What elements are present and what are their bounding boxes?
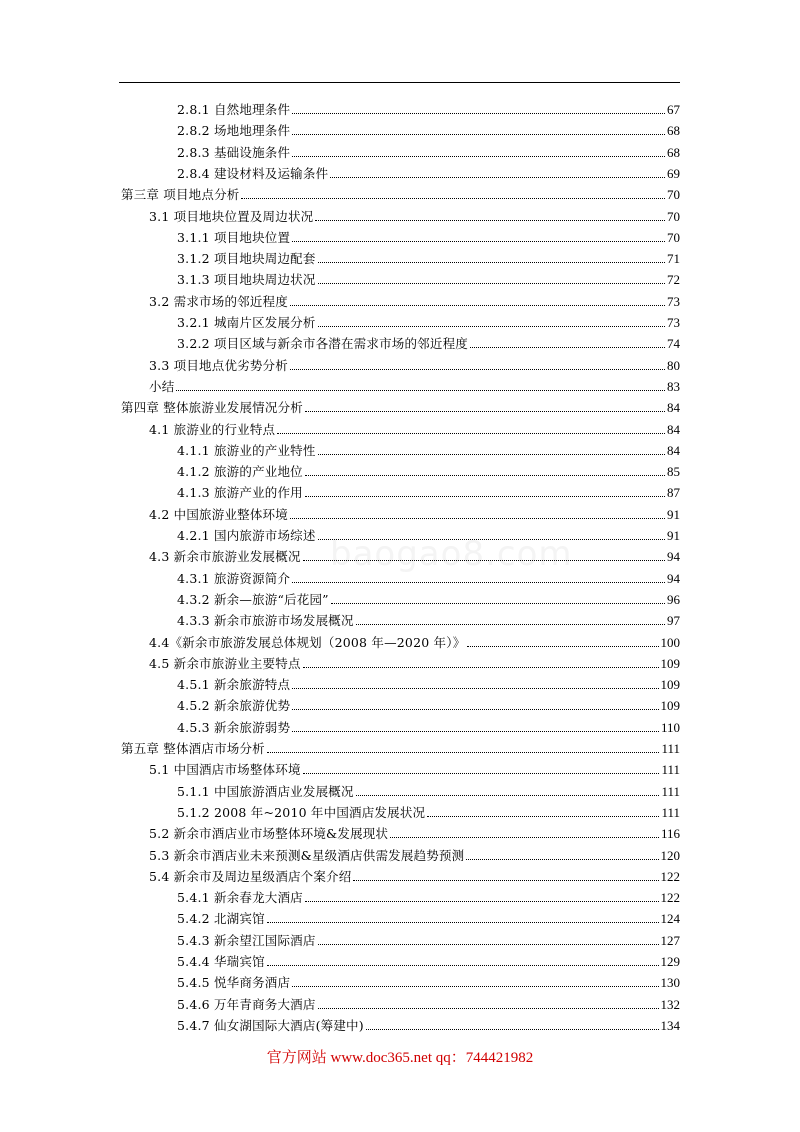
toc-entry[interactable] xyxy=(177,141,680,161)
toc-page-number: 111 xyxy=(661,762,680,778)
dot-leader xyxy=(290,518,665,519)
toc-page-number: 109 xyxy=(660,698,680,714)
toc-entry[interactable] xyxy=(121,183,680,203)
toc-entry-title: 2.8.2 场地地理条件 xyxy=(177,123,291,139)
dot-leader xyxy=(303,773,660,774)
toc-entry[interactable] xyxy=(177,119,680,139)
toc-entry[interactable] xyxy=(177,268,680,288)
dot-leader xyxy=(292,731,659,732)
toc-entry-title: 5.1 中国酒店市场整体环境 xyxy=(149,762,301,778)
dot-leader xyxy=(318,454,665,455)
toc-page-number: 84 xyxy=(667,442,680,458)
dot-leader xyxy=(318,1008,659,1009)
toc-entry-title: 4.1.2 旅游的产业地位 xyxy=(177,464,303,480)
toc-entry-title: 4.5.2 新余旅游优势 xyxy=(177,698,291,714)
dot-leader xyxy=(290,369,665,370)
dot-leader xyxy=(277,433,665,434)
toc-page-number: 83 xyxy=(667,378,680,394)
dot-leader xyxy=(305,411,665,412)
toc-page-number: 68 xyxy=(667,144,680,160)
dot-leader xyxy=(267,965,659,966)
dot-leader xyxy=(176,390,665,391)
toc-entry-title: 5.4.2 北湖宾馆 xyxy=(177,911,265,927)
dot-leader xyxy=(305,496,665,497)
toc-page-number: 70 xyxy=(667,229,680,245)
toc-entry[interactable] xyxy=(177,247,680,267)
toc-entry[interactable] xyxy=(177,971,680,991)
toc-entry[interactable] xyxy=(149,418,680,438)
toc-entry-title: 4.1 旅游业的行业特点 xyxy=(149,421,276,437)
toc-page-number: 116 xyxy=(660,826,680,842)
toc-entry-title: 2.8.3 基础设施条件 xyxy=(177,144,291,160)
header-rule xyxy=(119,82,680,83)
toc-page-number: 74 xyxy=(667,336,680,352)
toc-page-number: 73 xyxy=(667,293,680,309)
toc-page-number: 127 xyxy=(660,932,680,948)
toc-entry[interactable] xyxy=(177,716,680,736)
toc-page-number: 72 xyxy=(667,272,680,288)
dot-leader xyxy=(315,220,665,221)
toc-entry-title: 4.2 中国旅游业整体环境 xyxy=(149,506,288,522)
toc-entry[interactable] xyxy=(177,460,680,480)
toc-entry[interactable] xyxy=(177,162,680,182)
toc-page-number: 67 xyxy=(667,102,680,117)
toc-entry-title: 5.4 新余市及周边星级酒店个案介绍 xyxy=(149,868,352,884)
toc-entry[interactable] xyxy=(149,290,680,310)
toc-entry-title: 4.5.3 新余旅游弱势 xyxy=(177,719,291,735)
dot-leader xyxy=(318,944,659,945)
toc-entry[interactable] xyxy=(177,801,680,821)
toc-entry-title: 4.3.3 新余市旅游市场发展概况 xyxy=(177,613,354,629)
dot-leader xyxy=(318,262,665,263)
toc-page-number: 129 xyxy=(660,954,680,969)
toc-entry[interactable] xyxy=(177,694,680,714)
toc-entry-title: 3.3 项目地点优劣势分析 xyxy=(149,357,288,373)
toc-entry-title: 4.1.1 旅游业的产业特性 xyxy=(177,442,316,458)
toc-entry-title: 3.1.1 项目地块位置 xyxy=(177,229,291,245)
toc-entry-title: 4.4《新余市旅游发展总体规划（2008 年—2020 年）》 xyxy=(149,634,466,650)
toc-page-number: 70 xyxy=(667,187,680,203)
toc-page-number: 110 xyxy=(660,719,680,735)
dot-leader xyxy=(305,475,665,476)
toc-entry[interactable] xyxy=(177,226,680,246)
dot-leader xyxy=(292,156,665,157)
toc-page-number: 109 xyxy=(660,655,680,671)
toc-entry-title: 3.1.2 项目地块周边配套 xyxy=(177,251,316,267)
toc-entry-title: 4.3 新余市旅游业发展概况 xyxy=(149,549,301,565)
toc-page-number: 134 xyxy=(660,1017,680,1033)
toc-entry[interactable] xyxy=(177,98,680,118)
toc-page-number: 84 xyxy=(667,400,680,416)
toc-entry[interactable] xyxy=(149,844,680,864)
toc-entry[interactable] xyxy=(121,737,680,757)
toc-entry[interactable] xyxy=(149,631,680,651)
dot-leader xyxy=(366,1029,659,1030)
toc-entry[interactable] xyxy=(177,588,680,608)
dot-leader xyxy=(267,922,659,923)
toc-page-number: 111 xyxy=(661,783,680,799)
toc-entry-title: 2.8.4 建设材料及运输条件 xyxy=(177,165,329,181)
toc-entry[interactable] xyxy=(177,929,680,949)
toc-entry-title: 4.3.1 旅游资源简介 xyxy=(177,570,291,586)
dot-leader xyxy=(267,752,660,753)
toc-entry-title: 4.5 新余市旅游业主要特点 xyxy=(149,655,301,671)
toc-entry[interactable] xyxy=(177,950,680,970)
dot-leader xyxy=(290,305,665,306)
toc-entry[interactable] xyxy=(177,609,680,629)
dot-leader xyxy=(292,113,665,114)
toc-page-number: 94 xyxy=(667,570,680,586)
toc-page-number: 124 xyxy=(660,911,680,927)
watermark-text: baogao8.com xyxy=(330,534,573,574)
toc-entry[interactable] xyxy=(177,993,680,1013)
toc-entry-title: 3.1 项目地块位置及周边状况 xyxy=(149,208,314,224)
toc-entry[interactable] xyxy=(149,503,680,523)
toc-entry[interactable] xyxy=(149,354,680,374)
toc-page-number: 91 xyxy=(667,506,680,522)
toc-entry[interactable] xyxy=(177,907,680,927)
toc-page-number: 85 xyxy=(667,464,680,480)
dot-leader xyxy=(303,667,659,668)
toc-entry-title: 第五章 整体酒店市场分析 xyxy=(121,741,265,756)
dot-leader xyxy=(467,646,658,647)
toc-entry[interactable] xyxy=(149,758,680,778)
toc-page-number: 132 xyxy=(660,996,680,1012)
dot-leader xyxy=(330,177,665,178)
dot-leader xyxy=(390,837,659,838)
dot-leader xyxy=(241,198,665,199)
toc-entry[interactable] xyxy=(177,780,680,800)
toc-page-number: 97 xyxy=(667,613,680,629)
toc-page-number: 80 xyxy=(667,357,680,373)
toc-entry-title: 4.5.1 新余旅游特点 xyxy=(177,677,291,693)
toc-page-number: 100 xyxy=(660,634,680,650)
toc-entry[interactable] xyxy=(121,396,680,416)
toc-page-number: 96 xyxy=(667,591,680,607)
toc-entry-title: 小结 xyxy=(149,378,175,394)
dot-leader xyxy=(470,347,665,348)
dot-leader xyxy=(331,603,665,604)
toc-entry-title: 3.1.3 项目地块周边状况 xyxy=(177,272,316,288)
toc-page-number: 73 xyxy=(667,315,680,330)
toc-page-number: 130 xyxy=(660,975,680,991)
toc-entry-title: 5.4.4 华瑞宾馆 xyxy=(177,954,265,969)
toc-entry[interactable] xyxy=(149,865,680,885)
dot-leader xyxy=(356,795,660,796)
toc-page-number: 71 xyxy=(667,251,680,267)
dot-leader xyxy=(353,880,658,881)
footer-contact: 官方网站 www.doc365.net qq：744421982 xyxy=(266,1050,534,1066)
dot-leader xyxy=(292,134,665,135)
toc-page-number: 94 xyxy=(667,549,680,565)
toc-entry-title: 4.3.2 新余—旅游“后花园” xyxy=(177,591,329,607)
toc-page-number: 91 xyxy=(667,528,680,543)
toc-page-number: 111 xyxy=(661,741,680,756)
dot-leader xyxy=(356,624,665,625)
toc-page-number: 111 xyxy=(661,804,680,820)
toc-entry[interactable] xyxy=(177,439,680,459)
toc-entry-title: 5.4.5 悦华商务酒店 xyxy=(177,975,291,991)
toc-entry-title: 3.2 需求市场的邻近程度 xyxy=(149,293,288,309)
toc-entry-title: 5.4.1 新余春龙大酒店 xyxy=(177,890,303,906)
dot-leader xyxy=(292,709,658,710)
dot-leader xyxy=(292,688,658,689)
toc-page-number: 109 xyxy=(660,677,680,693)
toc-entry[interactable] xyxy=(177,311,680,331)
dot-leader xyxy=(427,816,659,817)
toc-entry-title: 第三章 项目地点分析 xyxy=(121,187,240,203)
toc-page-number: 120 xyxy=(660,847,680,863)
toc-page-number: 122 xyxy=(660,890,680,906)
toc-entry[interactable] xyxy=(149,375,680,395)
toc-entry[interactable] xyxy=(177,673,680,693)
toc-entry-title: 3.2.2 项目区域与新余市各潜在需求市场的邻近程度 xyxy=(177,336,468,352)
toc-entry-title: 2.8.1 自然地理条件 xyxy=(177,102,291,117)
toc-entry-title: 3.2.1 城南片区发展分析 xyxy=(177,315,316,330)
dot-leader xyxy=(318,283,665,284)
toc-page-number: 68 xyxy=(667,123,680,139)
toc-entry[interactable] xyxy=(149,652,680,672)
toc-entry[interactable] xyxy=(177,1014,680,1034)
toc-page-number: 122 xyxy=(660,868,680,884)
toc-entry-title: 5.2 新余市酒店业市场整体环境&发展现状 xyxy=(149,826,389,842)
toc-entry-title: 第四章 整体旅游业发展情况分析 xyxy=(121,400,303,416)
dot-leader xyxy=(305,901,659,902)
dot-leader xyxy=(466,859,658,860)
toc-entry-title: 5.4.3 新余望江国际酒店 xyxy=(177,932,316,948)
dot-leader xyxy=(292,241,665,242)
toc-entry[interactable] xyxy=(177,332,680,352)
dot-leader xyxy=(292,986,658,987)
toc-entry-title: 5.4.7 仙女湖国际大酒店(筹建中) xyxy=(177,1017,364,1033)
toc-entry-title: 4.2.1 国内旅游市场综述 xyxy=(177,528,316,543)
toc-page-number: 69 xyxy=(667,165,680,181)
toc-entry-title: 4.1.3 旅游产业的作用 xyxy=(177,485,303,501)
toc-entry[interactable] xyxy=(149,205,680,225)
toc-page-number: 84 xyxy=(667,421,680,437)
toc-entry[interactable] xyxy=(149,822,680,842)
toc-page-number: 87 xyxy=(667,485,680,501)
toc-entry-title: 5.1.2 2008 年~2010 年中国酒店发展状况 xyxy=(177,804,426,820)
dot-leader xyxy=(292,582,665,583)
toc-entry[interactable] xyxy=(177,481,680,501)
toc-entry-title: 5.3 新余市酒店业未来预测&星级酒店供需发展趋势预测 xyxy=(149,847,465,863)
toc-entry-title: 5.4.6 万年青商务大酒店 xyxy=(177,996,316,1012)
toc-entry[interactable] xyxy=(177,886,680,906)
toc-entry-title: 5.1.1 中国旅游酒店业发展概况 xyxy=(177,783,354,799)
toc-page-number: 70 xyxy=(667,208,680,224)
dot-leader xyxy=(318,326,665,327)
